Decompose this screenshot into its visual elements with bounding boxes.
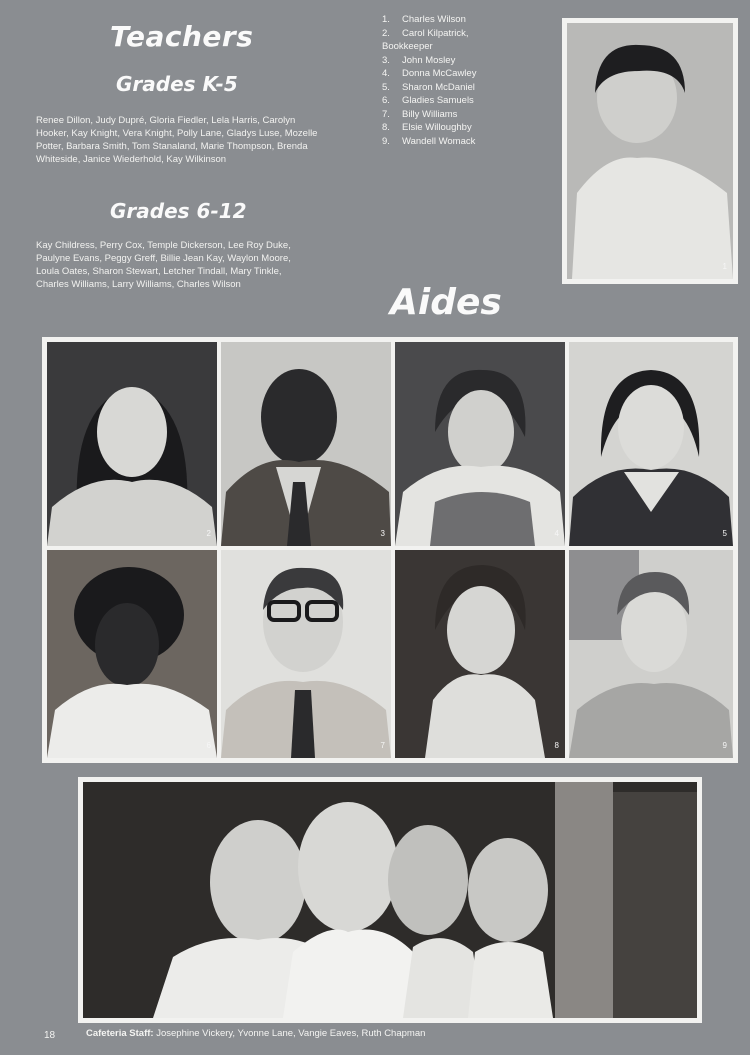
list-item: 9. Wandell Womack [382,135,476,147]
portrait-photo-8 [395,550,565,758]
photo-number: 6 [206,741,211,750]
cafeteria-caption [86,1028,425,1039]
portrait-photo-7 [221,550,391,758]
page-number: 18 [44,1030,56,1041]
aides-heading: Aides [390,282,502,323]
list-item: 7. Billy Williams [382,108,458,120]
list-item: 5. Sharon McDaniel [382,81,475,93]
cafeteria-staff-photo [83,782,697,1018]
photo-frame-1 [562,18,738,284]
photo-number: 8 [554,741,559,750]
list-item: 8. Elsie Willoughby [382,122,472,133]
aides-photo-grid [42,337,738,763]
photo-number: 4 [554,529,559,538]
photo-number: 2 [206,529,211,538]
list-item: 6. Gladies Samuels [382,95,474,106]
list-item: 4. Donna McCawley [382,68,477,79]
portrait-photo-6 [47,550,217,758]
teachers-heading: Teachers [110,20,254,53]
portrait-photo-3 [221,342,391,546]
grades-k5-heading: Grades K-5 [116,72,238,96]
photo-caption-list [382,13,552,148]
grades-612-names: Kay Childress, Perry Cox, Temple Dickerson, Lee Roy Duke, Paulyne Evans, Peggy Greff, Billie Jean Kay, Waylon Moore, Loula Oates, Sharon Stewart, Letcher Tindall, Mary Tinkle, Charles Williams, Larry Williams, Charles Wilson [36,240,291,290]
list-item: 3. John Mosley [382,54,456,66]
portrait-photo-9 [569,550,733,758]
list-item: 1. Charles Wilson [382,14,466,25]
portrait-photo-4 [395,342,565,546]
list-item: 2. Carol Kilpatrick, [382,27,469,39]
portrait-photo-5 [569,342,733,546]
photo-number: 5 [722,529,727,538]
cafeteria-photo-frame [78,777,702,1023]
photo-number: 9 [722,741,727,750]
photo-number: 3 [380,529,385,538]
grades-k5-names: Renee Dillon, Judy Dupré, Gloria Fiedler, Lela Harris, Carolyn Hooker, Kay Knight, Vera Knight, Polly Lane, Gladys Luse, Mozelle Potter, Barbara Smith, Tom Stanaland, Marie Thompson, Brenda Whiteside, Janice Wiederhold, Kay Wilkinson [36,115,318,165]
cafeteria-names: Josephine Vickery, Yvonne Lane, Vangie Eaves, Ruth Chapman [156,1028,426,1039]
portrait-photo-1 [567,23,733,279]
portrait-photo-2 [47,342,217,546]
list-item: Bookkeeper [382,41,433,52]
photo-number: 7 [380,741,385,750]
cafeteria-label: Cafeteria Staff: [86,1028,154,1039]
photo-number: 1 [722,262,727,271]
grades-612-heading: Grades 6-12 [110,199,247,223]
